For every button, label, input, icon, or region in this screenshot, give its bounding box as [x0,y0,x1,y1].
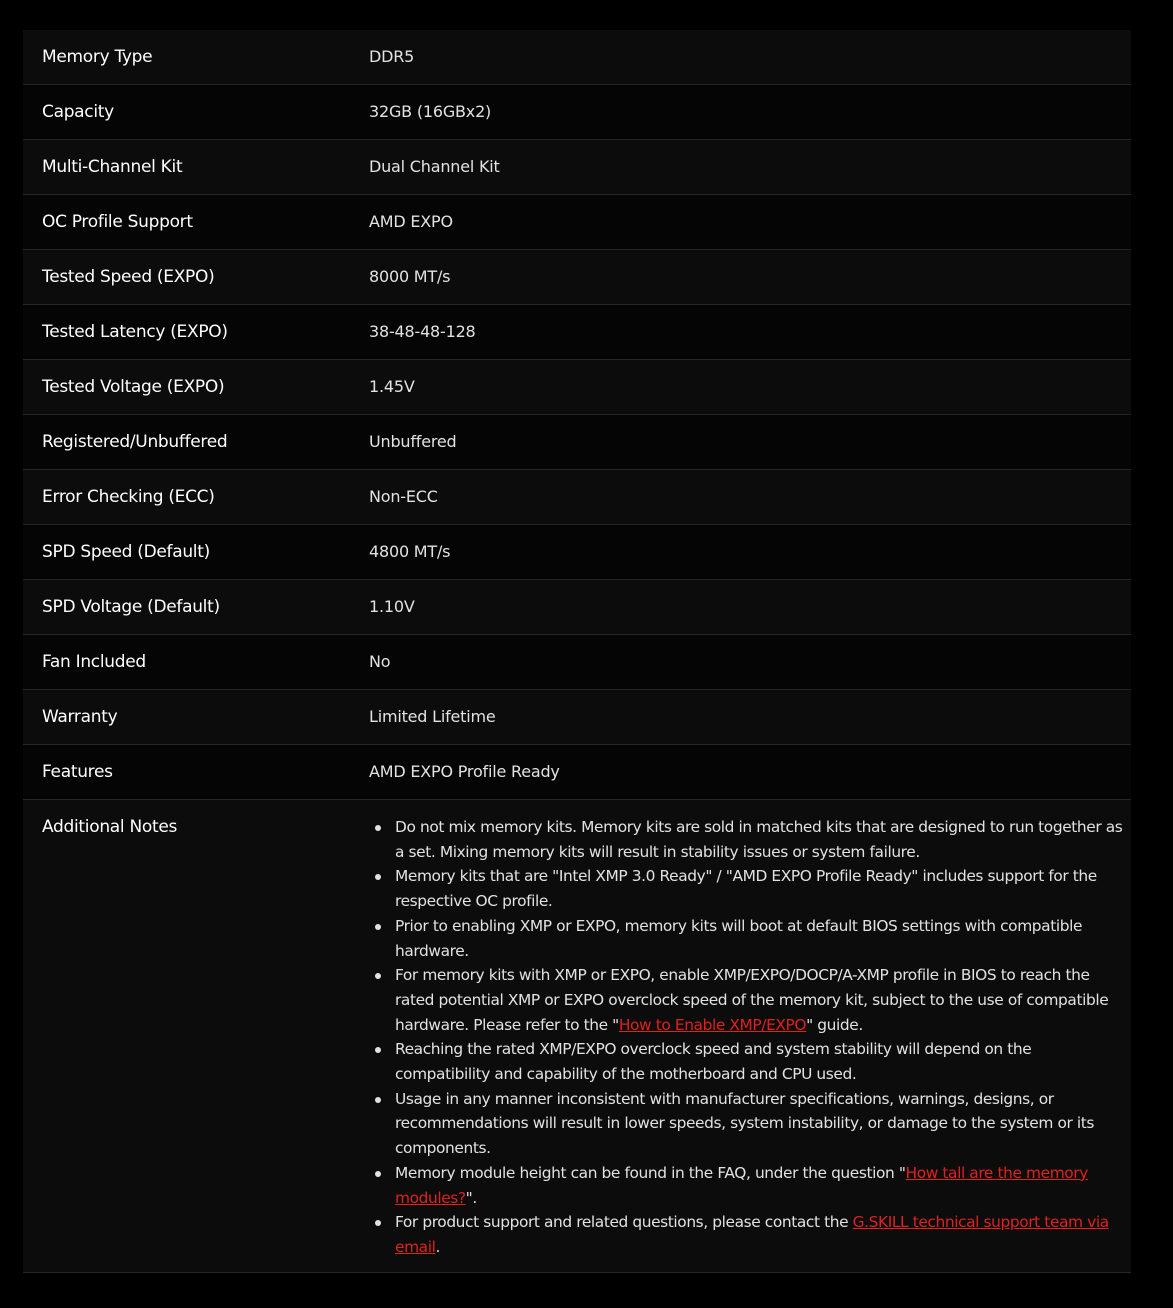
spec-value: AMD EXPO Profile Ready [369,762,560,781]
spec-label: Error Checking (ECC) [42,487,215,507]
note-text: Memory module height can be found in the FAQ, under the question " [395,1163,906,1182]
note-item [395,1087,1123,1161]
note-text: For product support and related questions, please contact the [395,1213,853,1232]
bullet-icon [375,874,381,880]
bullet-icon [375,973,381,979]
spec-value: 8000 MT/s [369,267,451,286]
note-item [395,1210,1123,1259]
how-to-enable-xmp-expo-link[interactable]: How to Enable XMP/EXPO [618,1015,807,1034]
note-item [395,815,1123,864]
spec-value: Non-ECC [369,487,438,506]
note-text: Do not mix memory kits. Memory kits are sold in matched kits that are designed to run together as a set. Mixing memory kits will result in stability issues or system failure. [395,818,1123,861]
spec-value: Unbuffered [369,432,457,451]
spec-value: No [369,652,391,671]
memory-module-height-faq-link[interactable]: How tall are the memory modules? [395,1163,1088,1207]
note-text: Reaching the rated XMP/EXPO overclock speed and system stability will depend on the compatibility and capability of the motherboard and CPU used. [395,1040,1032,1084]
spec-row-additional-notes [23,800,1131,1273]
note-item [395,963,1123,1037]
spec-label: Multi-Channel Kit [42,157,183,177]
spec-label: Memory Type [42,47,153,67]
bullet-icon [375,1220,381,1226]
spec-value: 1.10V [369,597,415,616]
spec-value: Dual Channel Kit [369,157,500,176]
spec-row-memory-type [23,30,1131,85]
note-item [395,1037,1123,1086]
spec-row-tested-latency [23,305,1131,360]
spec-row-error-checking [23,470,1131,525]
spec-label: Tested Speed (EXPO) [42,267,215,287]
spec-label: Capacity [42,102,114,122]
note-text: " guide. [806,1015,863,1034]
bullet-icon [375,1171,381,1177]
spec-label: OC Profile Support [42,212,193,232]
note-text: Memory kits that are "Intel XMP 3.0 Ready" / "AMD EXPO Profile Ready" includes support for the respective OC profile. [395,867,1097,911]
note-text: . [435,1237,440,1256]
spec-value: AMD EXPO [369,212,453,231]
spec-value: 4800 MT/s [369,542,451,561]
spec-label: Tested Voltage (EXPO) [42,377,225,397]
spec-row-features [23,745,1131,800]
note-item [395,914,1123,963]
bullet-icon [375,825,381,831]
spec-value: DDR5 [369,47,415,66]
note-item [395,1161,1123,1210]
spec-row-multi-channel-kit [23,140,1131,195]
spec-value: Limited Lifetime [369,707,496,726]
spec-label: SPD Speed (Default) [42,542,210,562]
spec-row-tested-voltage [23,360,1131,415]
note-text: Prior to enabling XMP or EXPO, memory kits will boot at default BIOS settings with compatible hardware. [395,916,1083,960]
spec-value: 32GB (16GBx2) [369,102,492,121]
spec-row-spd-voltage [23,580,1131,635]
spec-row-registered-unbuffered [23,415,1131,470]
spec-row-tested-speed [23,250,1131,305]
spec-row-capacity [23,85,1131,140]
spec-value: 1.45V [369,377,415,396]
spec-label: Fan Included [42,652,146,672]
spec-table [23,30,1131,1273]
note-text: For memory kits with XMP or EXPO, enable XMP/EXPO/DOCP/A-XMP profile in BIOS to reach the rated potential XMP or EXPO overclock speed of the memory kit, subject to the use of compatible hardware. Please refer to the " [395,966,1109,1034]
technical-support-email-link[interactable]: G.SKILL technical support team via email [395,1213,1109,1256]
notes-list [369,800,1131,1272]
note-text: ". [465,1188,477,1207]
bullet-icon [375,1097,381,1103]
bullet-icon [375,1047,381,1053]
spec-label: SPD Voltage (Default) [42,597,220,617]
spec-label: Features [42,762,113,782]
spec-row-spd-speed [23,525,1131,580]
bullet-icon [375,924,381,930]
spec-label: Warranty [42,707,118,727]
note-item [395,864,1123,913]
spec-row-oc-profile-support [23,195,1131,250]
spec-value: 38-48-48-128 [369,322,476,341]
spec-label: Tested Latency (EXPO) [42,322,228,342]
spec-label: Registered/Unbuffered [42,432,228,452]
spec-row-fan-included [23,635,1131,690]
spec-label: Additional Notes [42,817,178,837]
note-text: Usage in any manner inconsistent with manufacturer specifications, warnings, designs, or recommendations will result in lower speeds, system instability, or damage to the system or its components. [395,1089,1095,1158]
spec-row-warranty [23,690,1131,745]
